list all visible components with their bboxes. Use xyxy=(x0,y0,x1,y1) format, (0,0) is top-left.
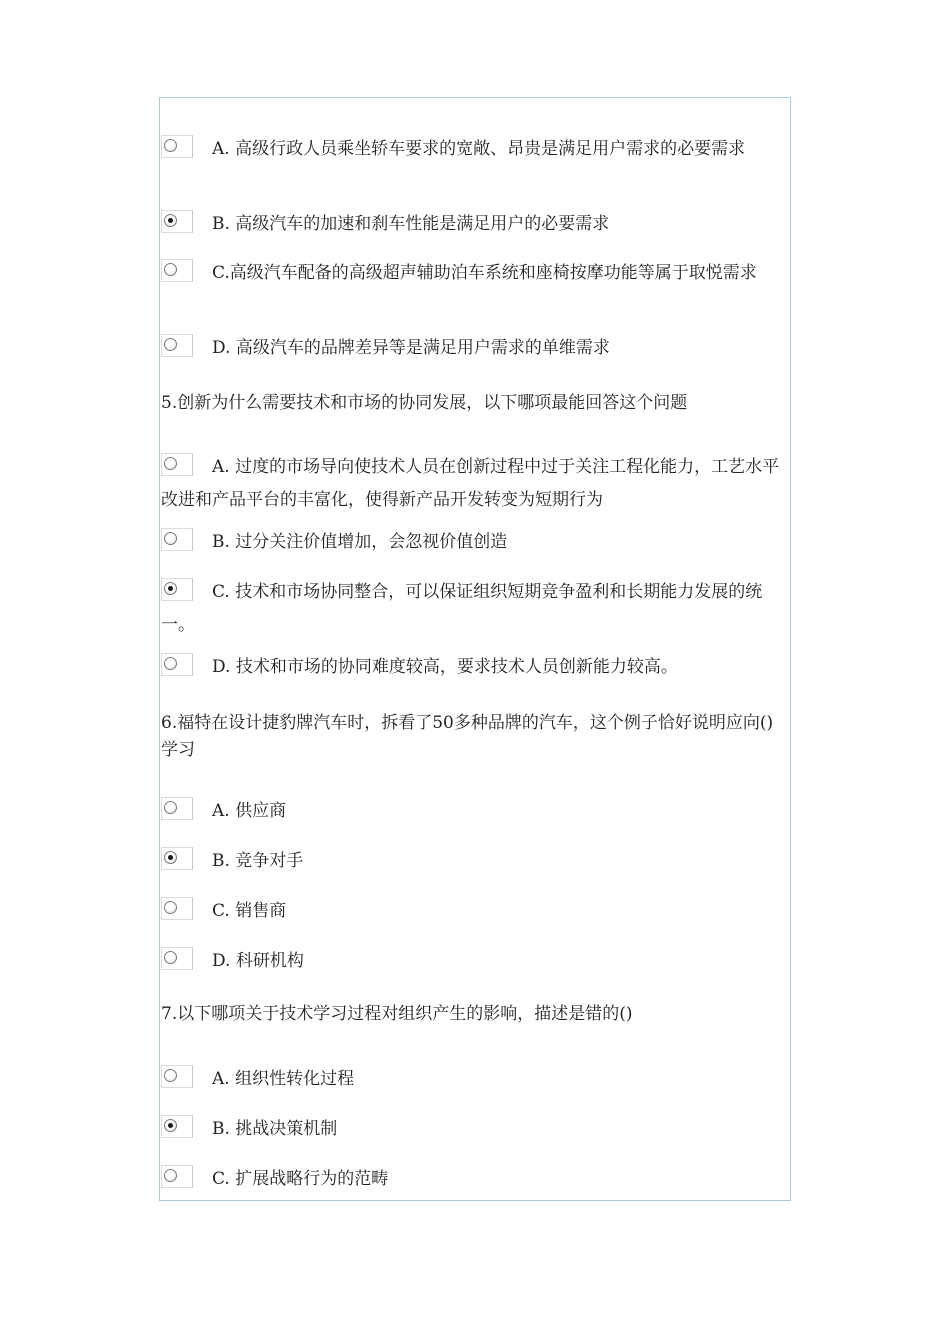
option-label: D. 科研机构 xyxy=(212,951,304,971)
radio-box[interactable] xyxy=(161,653,193,676)
q5-option-d[interactable] xyxy=(161,651,793,684)
radio-box[interactable] xyxy=(161,1065,193,1088)
q4-option-c[interactable] xyxy=(161,257,793,290)
option-label: B. 竞争对手 xyxy=(212,851,304,871)
option-label: A. 组织性转化过程 xyxy=(212,1069,355,1089)
q6-option-b[interactable] xyxy=(161,845,793,878)
option-label: A. 过度的市场导向使技术人员在创新过程中过于关注工程化能力，工艺水平改进和产品平台的丰富化，使得新产品开发转变为短期行为 xyxy=(161,457,780,510)
option-label: A. 高级行政人员乘坐轿车要求的宽敞、昂贵是满足用户需求的必要需求 xyxy=(212,139,746,159)
option-label: C. 技术和市场协同整合，可以保证组织短期竞争盈利和长期能力发展的统一。 xyxy=(161,582,763,635)
option-label: D. 技术和市场的协同难度较高，要求技术人员创新能力较高。 xyxy=(212,657,678,677)
q4-option-b[interactable] xyxy=(161,208,793,241)
option-label: D. 高级汽车的品牌差异等是满足用户需求的单维需求 xyxy=(212,338,610,358)
q7-option-a[interactable] xyxy=(161,1063,793,1096)
question-5-stem: 5.创新为什么需要技术和市场的协同发展，以下哪项最能回答这个问题 xyxy=(161,393,688,413)
radio-box[interactable] xyxy=(161,210,193,233)
q5-option-b[interactable] xyxy=(161,526,793,559)
option-label: A. 供应商 xyxy=(212,801,287,821)
radio-box[interactable] xyxy=(161,797,193,820)
q4-option-d[interactable] xyxy=(161,332,793,365)
radio-button-icon[interactable] xyxy=(164,263,177,276)
radio-button-icon[interactable] xyxy=(164,532,177,545)
radio-button-checked-icon[interactable] xyxy=(164,1119,177,1132)
q5-option-a[interactable] xyxy=(161,451,793,517)
option-label: B. 过分关注价值增加，会忽视价值创造 xyxy=(212,532,508,552)
radio-button-icon[interactable] xyxy=(164,139,177,152)
radio-box[interactable] xyxy=(161,528,193,551)
radio-box[interactable] xyxy=(161,578,193,601)
option-label: B. 高级汽车的加速和刹车性能是满足用户的必要需求 xyxy=(212,214,610,234)
radio-box[interactable] xyxy=(161,847,193,870)
q6-option-c[interactable] xyxy=(161,895,793,928)
q4-option-a[interactable] xyxy=(161,133,793,166)
radio-button-icon[interactable] xyxy=(164,901,177,914)
radio-button-icon[interactable] xyxy=(164,951,177,964)
radio-button-icon[interactable] xyxy=(164,657,177,670)
radio-button-checked-icon[interactable] xyxy=(164,582,177,595)
option-label: C. 扩展战略行为的范畴 xyxy=(212,1169,389,1189)
radio-box[interactable] xyxy=(161,1165,193,1188)
radio-button-checked-icon[interactable] xyxy=(164,214,177,227)
option-label: C.高级汽车配备的高级超声辅助泊车系统和座椅按摩功能等属于取悦需求 xyxy=(212,263,757,283)
radio-box[interactable] xyxy=(161,135,193,158)
radio-box[interactable] xyxy=(161,947,193,970)
question-7-stem: 7.以下哪项关于技术学习过程对组织产生的影响，描述是错的() xyxy=(161,1004,633,1024)
option-label: C. 销售商 xyxy=(212,901,287,921)
q7-option-c[interactable] xyxy=(161,1163,793,1196)
radio-box[interactable] xyxy=(161,453,193,476)
q7-option-b[interactable] xyxy=(161,1113,793,1146)
q6-option-d[interactable] xyxy=(161,945,793,978)
radio-box[interactable] xyxy=(161,1115,193,1138)
radio-box[interactable] xyxy=(161,259,193,282)
question-6-stem: 6.福特在设计捷豹牌汽车时，拆看了50多种品牌的汽车，这个例子恰好说明应向()学习 xyxy=(161,713,774,760)
radio-button-icon[interactable] xyxy=(164,457,177,470)
option-label: B. 挑战决策机制 xyxy=(212,1119,338,1139)
q5-option-c[interactable] xyxy=(161,576,793,642)
radio-box[interactable] xyxy=(161,897,193,920)
radio-button-icon[interactable] xyxy=(164,338,177,351)
q6-option-a[interactable] xyxy=(161,795,793,828)
radio-box[interactable] xyxy=(161,334,193,357)
radio-button-icon[interactable] xyxy=(164,1169,177,1182)
radio-button-icon[interactable] xyxy=(164,1069,177,1082)
radio-button-checked-icon[interactable] xyxy=(164,851,177,864)
radio-button-icon[interactable] xyxy=(164,801,177,814)
